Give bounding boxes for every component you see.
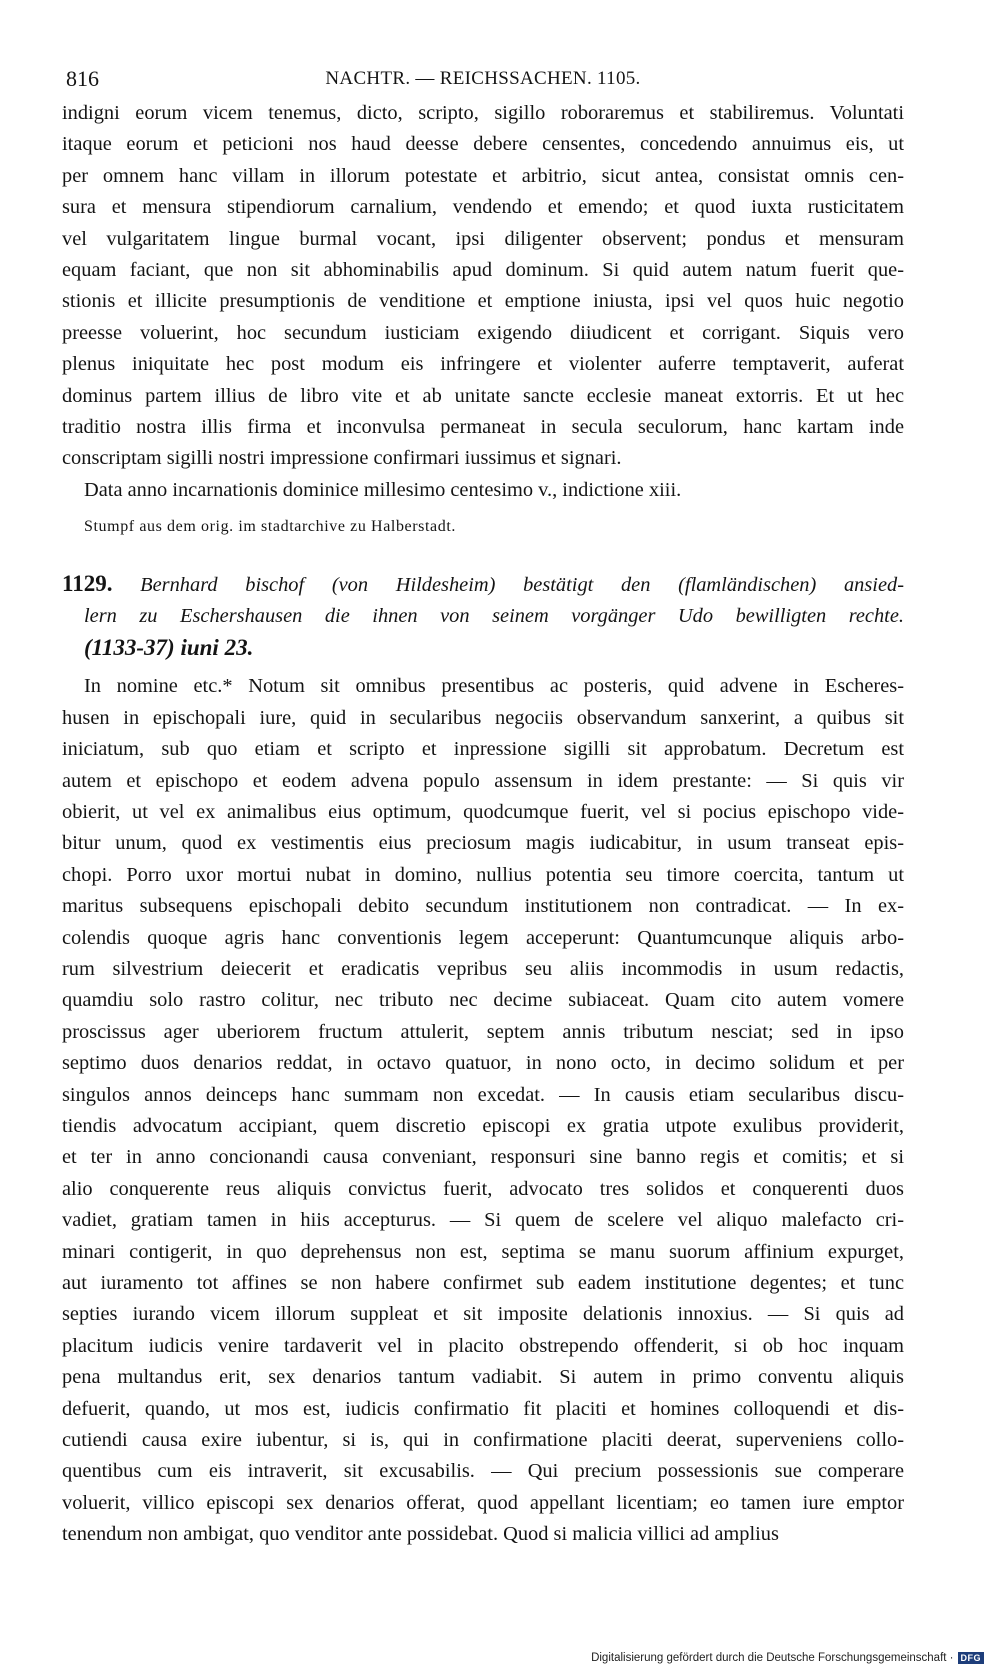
text-line: itaque eorum et peticioni nos haud deesse debere censentes, concedendo annuimus eis, ut: [62, 133, 904, 156]
date-line: Data anno incarnationis dominice millesimo centesimo v., indictione xiii.: [84, 478, 682, 501]
text-line: quentibus cum eis intraverit, sit excusabilis. — Qui precium possessionis sue comperare: [62, 1460, 904, 1483]
text-line: preesse voluerint, hoc secundum iusticiam exigendo diiudicent et corrigant. Siquis vero: [62, 321, 904, 344]
text-line: septies iurando vicem illorum suppleat et sit imposite delationis innoxius. — Si quis ad: [62, 1303, 904, 1326]
text-line: stionis et illicite presumptionis de venditione et emptione iniusta, ipsi vel quos huic negotio: [62, 290, 904, 313]
dfg-logo-icon: DFG: [958, 1652, 985, 1664]
text-line: aut iuramento tot affines se non habere confirmet sub eadem institutione degentes; et tunc: [62, 1272, 904, 1294]
text-line: dominus partem illius de libro vite et ab unitate sancte ecclesie maneat extorris. Et ut hec: [62, 384, 904, 407]
text-line: defuerit, quando, ut mos est, iudicis confirmatio fit placiti et homines colloquendi et dis-: [62, 1397, 904, 1420]
entry-heading-text-1: Bernhard bischof (von Hildesheim) bestätigt den (flamländischen) ansied-: [140, 574, 904, 597]
page-number: 816: [66, 66, 99, 91]
text-line: indigni eorum vicem tenemus, dicto, scripto, sigillo roboraremus et stabiliremus. Voluntati: [62, 102, 904, 124]
text-line: tenendum non ambigat, quo venditor ante possidebat. Quod si malicia villici ad amplius: [62, 1523, 779, 1546]
charter-end-text: [62, 98, 904, 475]
running-title: NACHTR. — REICHSSACHEN. 1105.: [325, 68, 641, 89]
text-line: autem et epischopo et eodem advena populo assensum in idem prestante: — Si quis vir: [62, 769, 904, 792]
entry-date-line: [62, 632, 904, 665]
text-line: equam faciant, que non sit abhominabilis apud dominum. Si quid autem natum fuerit que-: [62, 259, 904, 282]
text-line: iniciatum, sub quo etiam et scripto et inpressione sigilli sit approbatum. Decretum est: [62, 738, 904, 761]
entry-number: 1129.: [62, 571, 113, 597]
text-line: conscriptam sigilli nostri impressione confirmari iussimus et signari.: [62, 447, 622, 470]
text-line: quamdiu solo rastro colitur, nec tributo nec decime subiaceat. Quam cito autem vomere: [62, 989, 904, 1012]
source-note: Stumpf aus dem orig. im stadtarchive zu Halberstadt.: [84, 518, 457, 536]
text-line: vel vulgaritatem lingue burmal vocant, ipsi diligenter observent; pondus et mensuram: [62, 227, 904, 250]
text-line: rum silvestrium deiecerit et eradicatis vepribus seu aliis incommodis in usum redactis,: [62, 957, 904, 980]
text-line: colendis quoque agris hanc conventionis legem acceperunt: Quantumcunque aliquis arbo-: [62, 926, 904, 949]
text-line: vadiet, gratiam tamen in hiis accepturus. — Si quem de scelere vel aliquo malefacto cri-: [62, 1209, 904, 1232]
text-line: obierit, ut vel ex animalibus eius optimum, quodcumque fuerit, vel si pocius epischopo vide-: [62, 800, 904, 823]
page-header: [62, 58, 904, 98]
entry-heading: [62, 568, 904, 665]
text-line: voluerit, villico episcopi sex denarios offerat, quod appellant licentiam; eo tamen iure emptor: [62, 1491, 904, 1514]
text-line: In nomine etc.* Notum sit omnibus presentibus ac posteris, quid advene in Escheres-: [84, 675, 904, 698]
entry-heading-line-2: lern zu Eschershausen die ihnen von seinem vorgänger Udo bewilligten rechte.: [84, 605, 904, 628]
entry-date: (1133-37) iuni 23.: [84, 635, 254, 661]
text-line: pena multandus erit, sex denarios tantum vadiabit. Si autem in primo conventu aliquis: [62, 1366, 904, 1389]
document-page: [62, 58, 904, 1551]
text-line: cutiendi causa exire iubentur, si is, qui in confirmatione placiti deerat, superveniens collo-: [62, 1429, 904, 1452]
entry-body-text: [62, 671, 904, 1550]
text-line: tiendis advocatum accipiant, quem discretio episcopi ex gratia utpote exulibus providerit,: [62, 1114, 904, 1137]
text-line: traditio nostra illis firma et inconvulsa permaneat in secula seculorum, hanc kartam inde: [62, 416, 904, 439]
text-line: septimo duos denarios reddat, in octavo quatuor, in nono octo, in decimo solidum et per: [62, 1052, 904, 1075]
text-line: husen in epischopali iure, quid in secularibus negociis observandum sanxerint, a quibus sit: [62, 706, 904, 729]
text-line: bitur unum, quod ex vestimentis eius preciosum magis iudicabitur, in usum transeat epis-: [62, 832, 904, 855]
digitization-footer: [591, 1652, 984, 1664]
text-line: proscissus ager uberiorem fructum attulerit, septem annis tributum nesciat; sed in ipso: [62, 1020, 904, 1043]
text-line: chopi. Porro uxor mortui nubat in domino, nullius potentia seu timore coercita, tantum ut: [62, 863, 904, 886]
text-line: placitum iudicis venire tardaverit vel in placito obstrependo offenderit, si ob hoc inquam: [62, 1334, 904, 1357]
text-line: plenus iniquitate hec post modum eis infringere et violenter auferre temptaverit, auferat: [62, 353, 904, 376]
text-line: alio conquerente reus aliquis convictus fuerit, advocato tres solidos et conquerenti duos: [62, 1177, 904, 1200]
text-line: et ter in anno concionandi causa conveniant, responsuri sine banno regis et comitis; et si: [62, 1146, 904, 1169]
footer-credit: Digitalisierung gefördert durch die Deutsche Forschungsgemeinschaft ·: [591, 1652, 954, 1664]
text-line: minari contigerit, in quo deprehensus non est, septima se manu suorum affinium expurget,: [62, 1240, 904, 1263]
text-line: singulos annos deinceps hanc summam non excedat. — In causis etiam secularibus discu-: [62, 1083, 904, 1106]
text-line: sura et mensura stipendiorum carnalium, vendendo et emendo; et quod iuxta rusticitatem: [62, 196, 904, 219]
entry-heading-line-1: [62, 568, 904, 601]
text-line: per omnem hanc villam in illorum potestate et arbitrio, sicut antea, consistat omnis cen-: [62, 164, 904, 187]
text-line: maritus subsequens epischopali debito secundum institutionem non contradicat. — In ex-: [62, 895, 904, 918]
